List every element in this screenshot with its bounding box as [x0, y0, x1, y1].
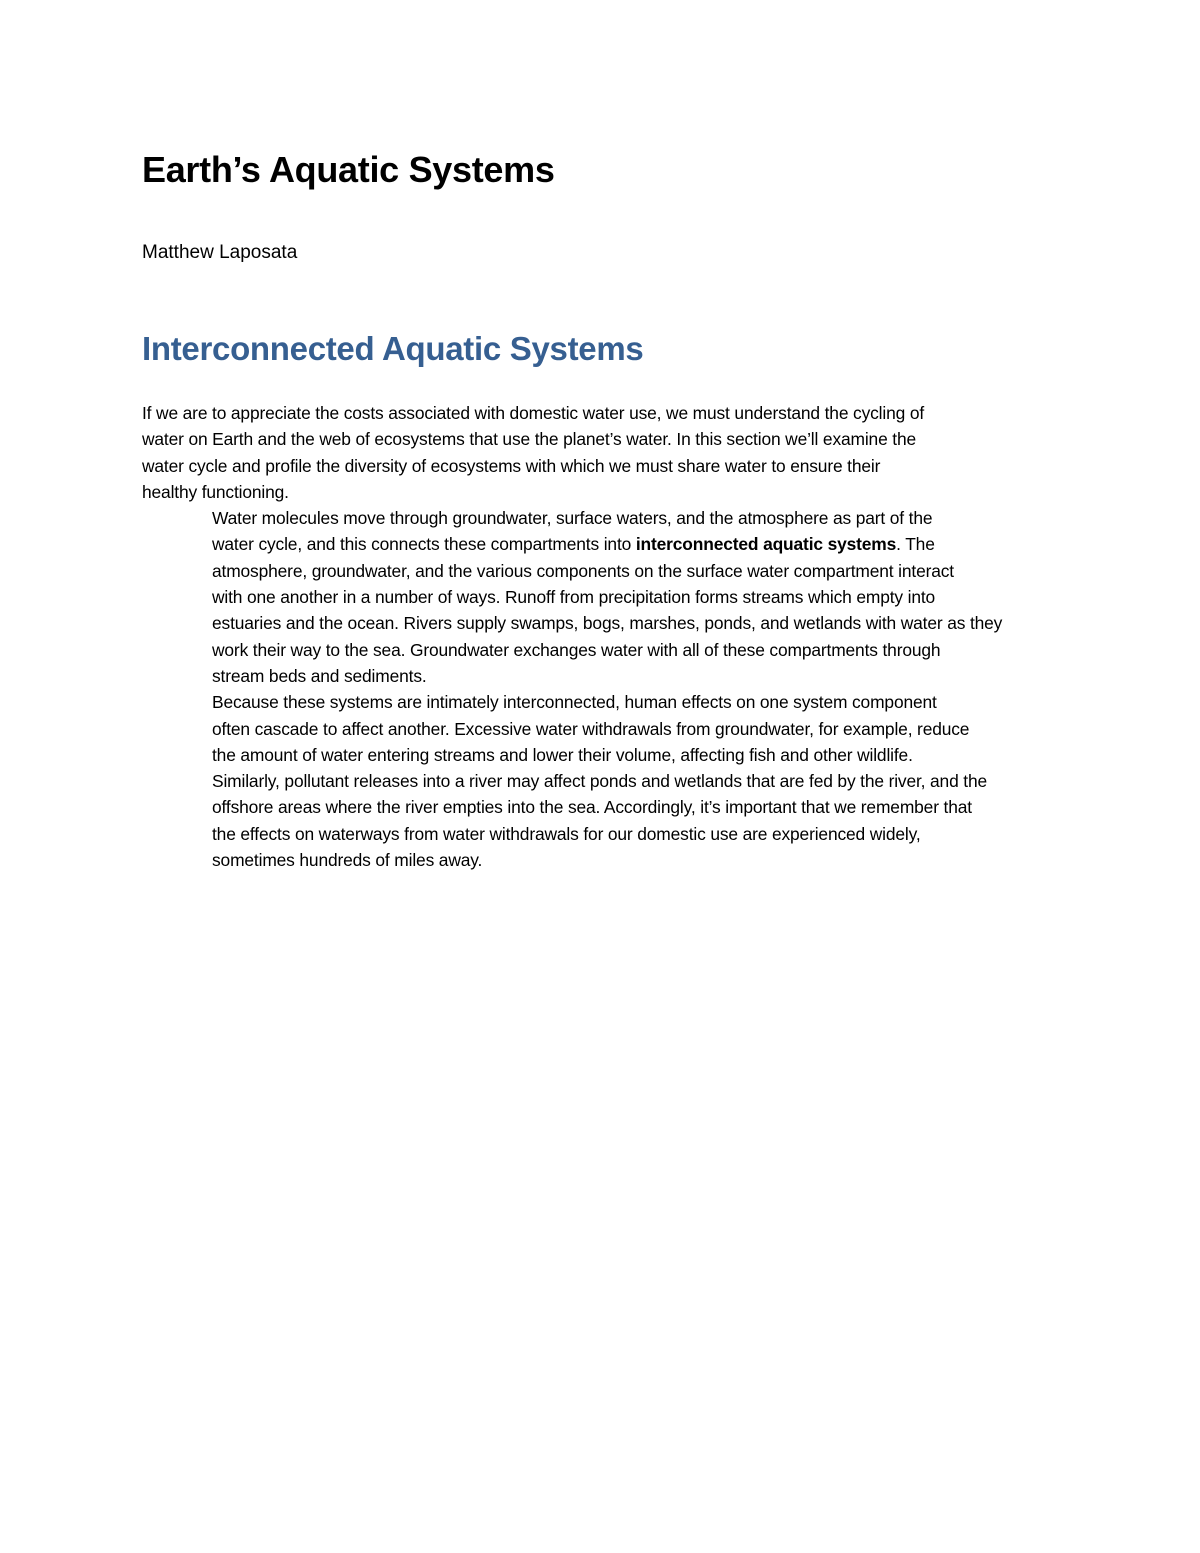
key-term: interconnected aquatic systems	[635, 534, 897, 555]
paragraph-line: the effects on waterways from water withdrawals for our domestic use are experienced widely,	[212, 823, 921, 844]
paragraph-line: atmosphere, groundwater, and the various components on the surface water compartment interact	[212, 560, 954, 581]
paragraph-line: estuaries and the ocean. Rivers supply swamps, bogs, marshes, ponds, and wetlands with water as they	[212, 613, 1003, 634]
paragraph-line: If we are to appreciate the costs associated with domestic water use, we must understand the cycling of	[142, 403, 925, 423]
paragraph-line: stream beds and sediments.	[212, 665, 427, 686]
paragraph-1	[142, 400, 1062, 505]
paragraph-line: water on Earth and the web of ecosystems that use the planet’s water. In this section we’ll examine the	[142, 429, 917, 450]
paragraph-3	[142, 689, 1062, 873]
paragraph-line: with one another in a number of ways. Runoff from precipitation forms streams which empty into	[212, 587, 936, 608]
paragraph-line: offshore areas where the river empties into the sea. Accordingly, it’s important that we remember that	[212, 797, 972, 818]
document-author: Matthew Laposata	[142, 242, 298, 263]
paragraph-line: Because these systems are intimately interconnected, human effects on one system component	[212, 692, 937, 713]
document-title: Earth’s Aquatic Systems	[142, 149, 555, 190]
paragraph-line: Similarly, pollutant releases into a river may affect ponds and wetlands that are fed by the river, and the	[212, 771, 988, 792]
paragraph-line: often cascade to affect another. Excessive water withdrawals from groundwater, for example, reduce	[212, 718, 970, 739]
paragraph-line: work their way to the sea. Groundwater exchanges water with all of these compartments through	[212, 639, 941, 660]
paragraph-line: healthy functioning.	[142, 481, 289, 502]
line-text: . The	[896, 534, 935, 555]
paragraph-line	[142, 531, 1062, 557]
paragraph-line: sometimes hundreds of miles away.	[212, 850, 483, 871]
paragraph-2	[142, 505, 1062, 689]
paragraph-line: Water molecules move through groundwater, surface waters, and the atmosphere as part of the	[212, 508, 933, 529]
section-heading: Interconnected Aquatic Systems	[142, 330, 644, 367]
paragraph-line: the amount of water entering streams and lower their volume, affecting fish and other wildlife.	[212, 744, 913, 765]
body-text	[142, 400, 1062, 873]
paragraph-line: water cycle and profile the diversity of ecosystems with which we must share water to ensure their	[142, 455, 881, 476]
line-text: water cycle, and this connects these compartments into	[212, 534, 636, 555]
